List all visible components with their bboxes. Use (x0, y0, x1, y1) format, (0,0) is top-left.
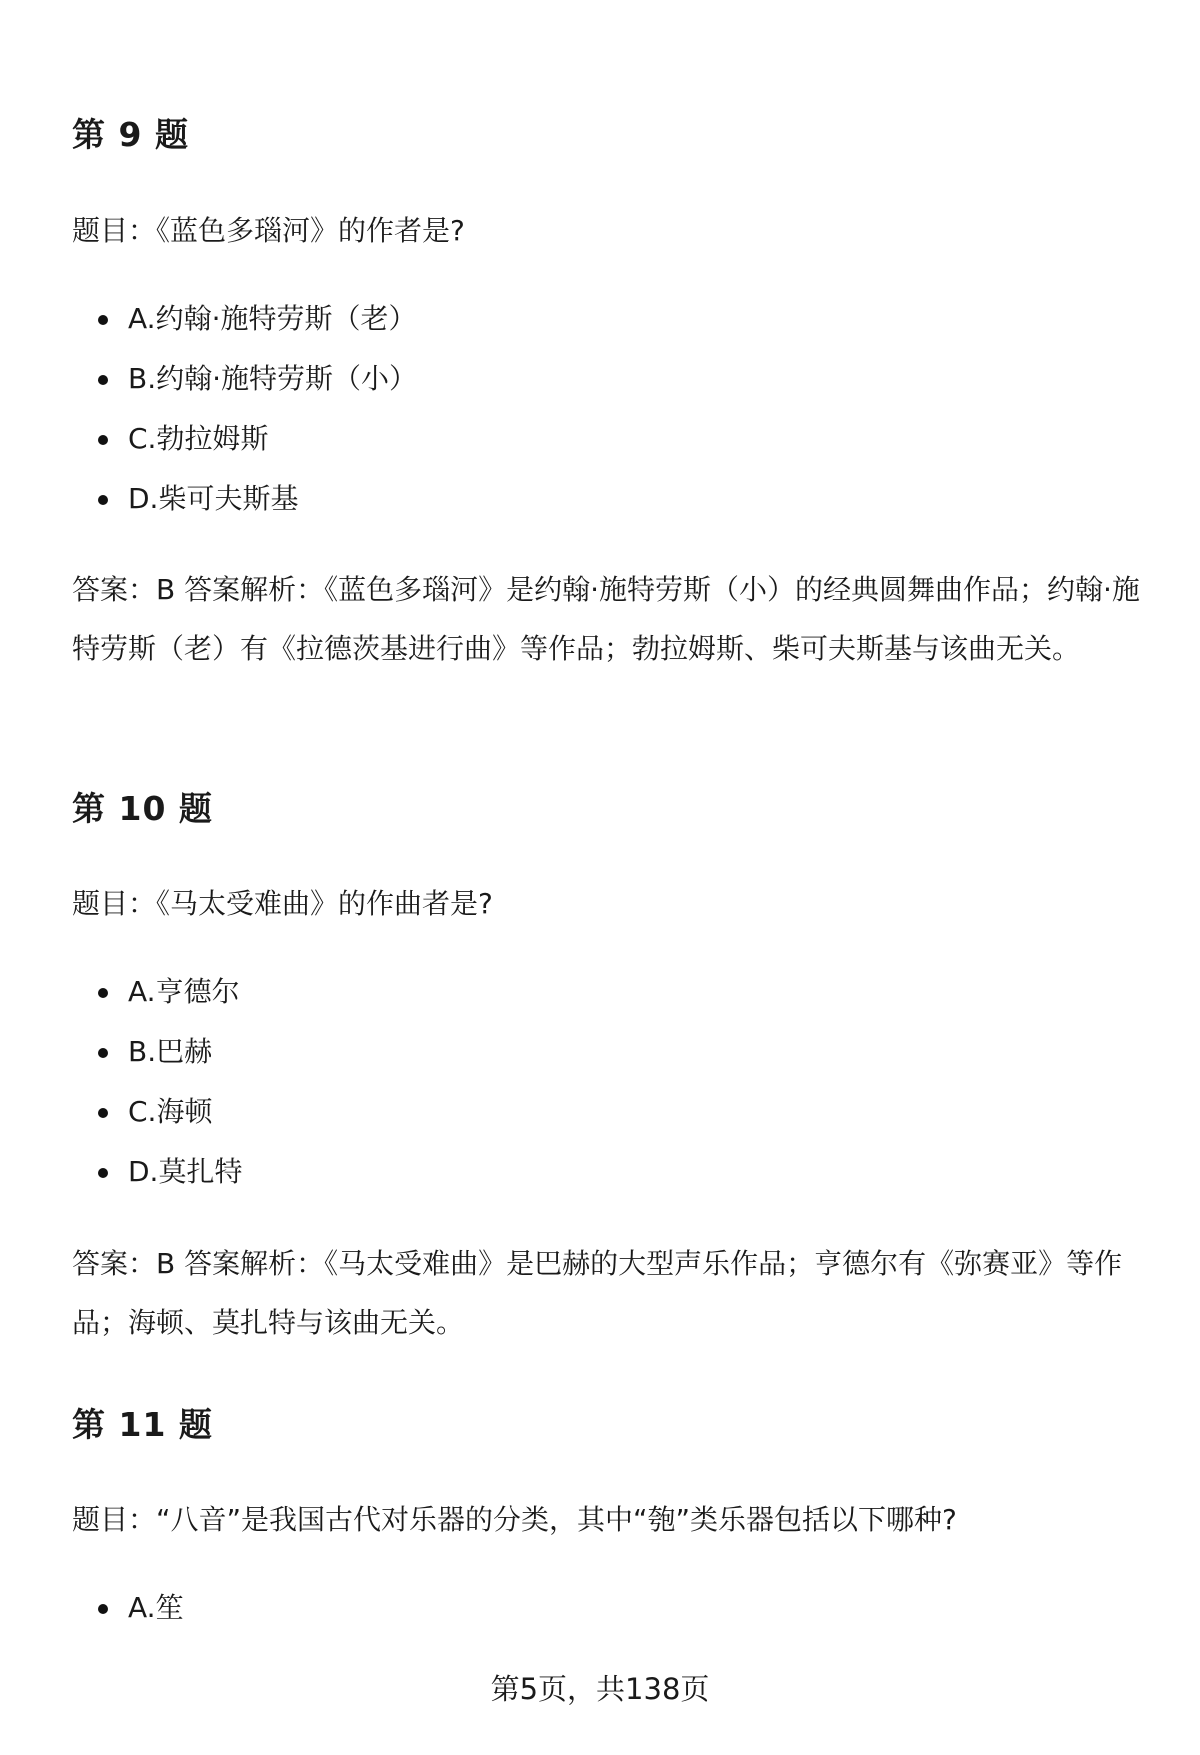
option-item (98, 409, 417, 469)
bullet-icon (98, 1108, 108, 1118)
question-heading: 第 9 题 (72, 115, 189, 154)
option-label: A.约翰·施特劳斯（老） (128, 302, 417, 335)
options-list (98, 1578, 184, 1638)
answer-explanation: 答案：B 答案解析：《蓝色多瑙河》是约翰·施特劳斯（小）的经典圆舞曲作品；约翰·施特劳斯（老）有《拉德茨基进行曲》等作品；勃拉姆斯、柴可夫斯基与该曲无关。 (72, 573, 1140, 665)
option-item (98, 289, 417, 349)
bullet-icon (98, 988, 108, 998)
option-item (98, 1142, 242, 1202)
option-item (98, 469, 417, 529)
option-label: C.勃拉姆斯 (128, 422, 269, 455)
options-list (98, 289, 417, 529)
question-heading: 第 10 题 (72, 789, 213, 828)
option-label: C.海顿 (128, 1095, 213, 1128)
question-heading: 第 11 题 (72, 1405, 213, 1444)
question-stem: 题目：“八音”是我国古代对乐器的分类，其中“匏”类乐器包括以下哪种? (72, 1503, 957, 1536)
option-item (98, 1022, 242, 1082)
options-list (98, 962, 242, 1202)
option-item (98, 962, 242, 1022)
bullet-icon (98, 1604, 108, 1614)
bullet-icon (98, 1168, 108, 1178)
question-stem: 题目：《蓝色多瑙河》的作者是? (72, 214, 465, 247)
option-label: D.柴可夫斯基 (128, 482, 299, 515)
option-item (98, 1578, 184, 1638)
option-label: A.亨德尔 (128, 975, 240, 1008)
option-item (98, 349, 417, 409)
bullet-icon (98, 315, 108, 325)
option-item (98, 1082, 242, 1142)
question-stem: 题目：《马太受难曲》的作曲者是? (72, 887, 493, 920)
answer-explanation: 答案：B 答案解析：《马太受难曲》是巴赫的大型声乐作品；亨德尔有《弥赛亚》等作品；海顿、莫扎特与该曲无关。 (72, 1247, 1123, 1339)
option-label: A.笙 (128, 1591, 184, 1624)
option-label: D.莫扎特 (128, 1155, 243, 1188)
bullet-icon (98, 435, 108, 445)
bullet-icon (98, 1048, 108, 1058)
bullet-icon (98, 495, 108, 505)
bullet-icon (98, 375, 108, 385)
option-label: B.巴赫 (128, 1035, 213, 1068)
page-number: 第5页，共138页 (490, 1672, 710, 1706)
option-label: B.约翰·施特劳斯（小） (128, 362, 418, 395)
